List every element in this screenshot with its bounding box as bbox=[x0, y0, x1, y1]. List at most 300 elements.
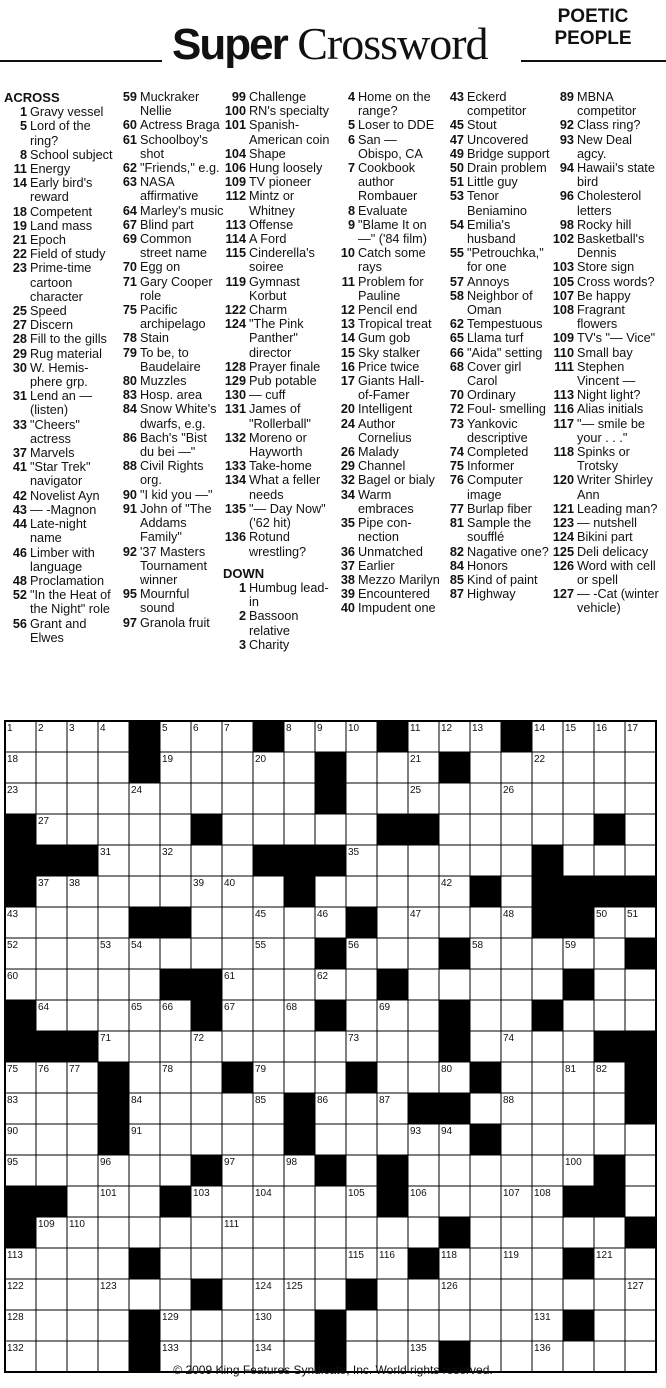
answer-cell[interactable] bbox=[625, 814, 656, 845]
answer-cell[interactable] bbox=[222, 752, 253, 783]
cell-number: 56 bbox=[348, 940, 360, 951]
answer-cell[interactable] bbox=[160, 938, 191, 969]
answer-cell[interactable] bbox=[36, 783, 67, 814]
answer-cell[interactable] bbox=[501, 1124, 532, 1155]
black-square bbox=[191, 1279, 222, 1310]
clue-number: 28 bbox=[12, 332, 27, 347]
across-clue bbox=[4, 418, 114, 446]
answer-cell[interactable] bbox=[315, 1279, 346, 1310]
cell-number: 98 bbox=[286, 1157, 298, 1168]
answer-cell[interactable] bbox=[160, 814, 191, 845]
answer-cell[interactable] bbox=[470, 1186, 501, 1217]
answer-cell[interactable] bbox=[470, 907, 501, 938]
answer-cell[interactable] bbox=[377, 845, 408, 876]
answer-cell[interactable] bbox=[253, 1217, 284, 1248]
answer-cell[interactable] bbox=[98, 907, 129, 938]
answer-cell[interactable] bbox=[67, 1093, 98, 1124]
clue-number: 102 bbox=[552, 232, 574, 247]
answer-cell[interactable] bbox=[439, 1310, 470, 1341]
answer-cell[interactable] bbox=[253, 814, 284, 845]
answer-cell[interactable] bbox=[160, 1279, 191, 1310]
answer-cell[interactable] bbox=[501, 1310, 532, 1341]
answer-cell[interactable] bbox=[98, 1217, 129, 1248]
answer-cell[interactable] bbox=[284, 969, 315, 1000]
answer-cell[interactable] bbox=[346, 814, 377, 845]
cell-number: 90 bbox=[7, 1126, 19, 1137]
answer-cell[interactable] bbox=[129, 814, 160, 845]
answer-cell[interactable] bbox=[377, 1031, 408, 1062]
answer-cell[interactable] bbox=[284, 1062, 315, 1093]
answer-cell[interactable] bbox=[439, 845, 470, 876]
across-clue bbox=[223, 246, 333, 274]
answer-cell[interactable] bbox=[594, 752, 625, 783]
answer-cell[interactable] bbox=[625, 969, 656, 1000]
answer-cell[interactable] bbox=[377, 938, 408, 969]
answer-cell[interactable] bbox=[532, 938, 563, 969]
answer-cell[interactable] bbox=[470, 969, 501, 1000]
answer-cell[interactable] bbox=[501, 969, 532, 1000]
answer-cell[interactable] bbox=[346, 1155, 377, 1186]
answer-cell[interactable] bbox=[501, 1217, 532, 1248]
clue-number: 16 bbox=[340, 359, 355, 374]
answer-cell[interactable] bbox=[160, 876, 191, 907]
answer-cell[interactable] bbox=[98, 1248, 129, 1279]
black-square bbox=[315, 938, 346, 969]
answer-cell[interactable] bbox=[346, 783, 377, 814]
answer-cell[interactable] bbox=[625, 845, 656, 876]
answer-cell[interactable] bbox=[315, 1248, 346, 1279]
answer-cell[interactable] bbox=[501, 814, 532, 845]
answer-cell[interactable] bbox=[501, 1000, 532, 1031]
answer-cell[interactable] bbox=[377, 1217, 408, 1248]
answer-cell[interactable] bbox=[36, 969, 67, 1000]
answer-cell[interactable] bbox=[67, 1000, 98, 1031]
black-square bbox=[377, 1186, 408, 1217]
answer-cell[interactable] bbox=[98, 814, 129, 845]
clue-text: Bagel or bialy bbox=[358, 473, 435, 488]
clue-text: Spinks or Trotsky bbox=[577, 445, 630, 474]
answer-cell[interactable] bbox=[532, 1279, 563, 1310]
answer-cell[interactable] bbox=[470, 1000, 501, 1031]
answer-cell[interactable] bbox=[470, 752, 501, 783]
cell-number: 23 bbox=[7, 785, 19, 796]
answer-cell[interactable] bbox=[67, 814, 98, 845]
cell-number: 3 bbox=[69, 723, 75, 734]
answer-cell[interactable] bbox=[470, 1217, 501, 1248]
down-clue bbox=[441, 317, 551, 331]
answer-cell[interactable] bbox=[253, 876, 284, 907]
down-clue bbox=[441, 459, 551, 473]
answer-cell[interactable] bbox=[377, 907, 408, 938]
answer-cell[interactable] bbox=[532, 1217, 563, 1248]
answer-cell[interactable] bbox=[377, 1062, 408, 1093]
answer-cell[interactable] bbox=[284, 1310, 315, 1341]
answer-cell[interactable] bbox=[129, 1155, 160, 1186]
answer-cell[interactable] bbox=[284, 783, 315, 814]
answer-cell[interactable] bbox=[625, 1186, 656, 1217]
answer-cell[interactable] bbox=[160, 1248, 191, 1279]
answer-cell[interactable] bbox=[501, 752, 532, 783]
clue-number: 124 bbox=[552, 530, 574, 545]
answer-cell[interactable] bbox=[191, 845, 222, 876]
answer-cell[interactable] bbox=[222, 814, 253, 845]
answer-cell[interactable] bbox=[594, 1093, 625, 1124]
answer-cell[interactable] bbox=[532, 783, 563, 814]
answer-cell[interactable] bbox=[36, 752, 67, 783]
answer-cell[interactable] bbox=[284, 1031, 315, 1062]
cell-number: 107 bbox=[503, 1188, 520, 1199]
answer-cell[interactable] bbox=[563, 1093, 594, 1124]
down-clue bbox=[332, 90, 442, 118]
answer-cell[interactable] bbox=[191, 1248, 222, 1279]
answer-cell[interactable] bbox=[408, 876, 439, 907]
answer-cell[interactable] bbox=[625, 752, 656, 783]
answer-cell[interactable] bbox=[191, 752, 222, 783]
answer-cell[interactable] bbox=[191, 907, 222, 938]
cell-number: 88 bbox=[503, 1095, 515, 1106]
answer-cell[interactable] bbox=[594, 1217, 625, 1248]
answer-cell[interactable] bbox=[439, 814, 470, 845]
across-clue bbox=[223, 317, 333, 360]
answer-cell[interactable] bbox=[594, 1124, 625, 1155]
answer-cell[interactable] bbox=[346, 1093, 377, 1124]
answer-cell[interactable] bbox=[284, 752, 315, 783]
answer-cell[interactable] bbox=[160, 783, 191, 814]
answer-cell[interactable] bbox=[315, 1062, 346, 1093]
answer-cell[interactable] bbox=[346, 752, 377, 783]
answer-cell[interactable] bbox=[67, 938, 98, 969]
across-clue bbox=[114, 346, 224, 374]
across-clue bbox=[4, 517, 114, 545]
answer-cell[interactable] bbox=[470, 1310, 501, 1341]
answer-cell[interactable] bbox=[315, 1031, 346, 1062]
answer-cell[interactable] bbox=[284, 938, 315, 969]
answer-cell[interactable] bbox=[625, 1155, 656, 1186]
answer-cell[interactable] bbox=[284, 1217, 315, 1248]
answer-cell[interactable] bbox=[315, 876, 346, 907]
answer-cell[interactable] bbox=[129, 1186, 160, 1217]
answer-cell[interactable] bbox=[222, 1093, 253, 1124]
answer-cell[interactable] bbox=[408, 845, 439, 876]
answer-cell[interactable] bbox=[594, 783, 625, 814]
answer-cell[interactable] bbox=[532, 1093, 563, 1124]
answer-cell[interactable] bbox=[36, 1310, 67, 1341]
answer-cell[interactable] bbox=[222, 907, 253, 938]
answer-cell[interactable] bbox=[253, 1124, 284, 1155]
across-clue bbox=[223, 473, 333, 501]
clue-text: Leading man? bbox=[577, 501, 658, 516]
answer-cell[interactable] bbox=[284, 1248, 315, 1279]
answer-cell[interactable] bbox=[346, 1310, 377, 1341]
answer-cell[interactable] bbox=[594, 1310, 625, 1341]
clue-number: 30 bbox=[12, 360, 27, 375]
answer-cell[interactable] bbox=[98, 969, 129, 1000]
clue-number: 36 bbox=[340, 544, 355, 559]
clue-number: 14 bbox=[340, 331, 355, 346]
answer-cell[interactable] bbox=[470, 1248, 501, 1279]
answer-cell[interactable] bbox=[625, 783, 656, 814]
black-square bbox=[594, 814, 625, 845]
answer-cell[interactable] bbox=[470, 845, 501, 876]
answer-cell[interactable] bbox=[408, 1279, 439, 1310]
answer-cell[interactable] bbox=[377, 1279, 408, 1310]
answer-cell[interactable] bbox=[284, 1186, 315, 1217]
answer-cell[interactable] bbox=[439, 907, 470, 938]
answer-cell[interactable] bbox=[439, 1155, 470, 1186]
answer-cell[interactable] bbox=[439, 969, 470, 1000]
answer-cell[interactable] bbox=[346, 969, 377, 1000]
answer-cell[interactable] bbox=[315, 814, 346, 845]
answer-cell[interactable] bbox=[501, 938, 532, 969]
clue-text: Limber with language bbox=[30, 545, 95, 574]
down-clue bbox=[441, 175, 551, 189]
answer-cell[interactable] bbox=[222, 1031, 253, 1062]
clue-text: Moreno or Hayworth bbox=[249, 430, 307, 460]
answer-cell[interactable] bbox=[532, 1248, 563, 1279]
answer-cell[interactable] bbox=[253, 1000, 284, 1031]
black-square bbox=[5, 1000, 36, 1031]
answer-cell[interactable] bbox=[563, 1124, 594, 1155]
cell-number: 38 bbox=[69, 878, 81, 889]
answer-cell[interactable] bbox=[563, 1000, 594, 1031]
answer-cell[interactable] bbox=[532, 1062, 563, 1093]
answer-cell[interactable] bbox=[470, 1279, 501, 1310]
clue-number: 113 bbox=[553, 388, 574, 403]
answer-cell[interactable] bbox=[377, 1124, 408, 1155]
answer-cell[interactable] bbox=[563, 783, 594, 814]
answer-cell[interactable] bbox=[315, 1124, 346, 1155]
answer-cell[interactable] bbox=[408, 938, 439, 969]
answer-cell[interactable] bbox=[253, 1248, 284, 1279]
black-square bbox=[315, 845, 346, 876]
down-clue bbox=[332, 346, 442, 360]
answer-cell[interactable] bbox=[532, 1155, 563, 1186]
answer-cell[interactable] bbox=[501, 1155, 532, 1186]
answer-cell[interactable] bbox=[67, 907, 98, 938]
answer-cell[interactable] bbox=[408, 1031, 439, 1062]
answer-cell[interactable] bbox=[563, 845, 594, 876]
answer-cell[interactable] bbox=[191, 1217, 222, 1248]
answer-cell[interactable] bbox=[36, 938, 67, 969]
answer-cell[interactable] bbox=[377, 1310, 408, 1341]
answer-cell[interactable] bbox=[67, 783, 98, 814]
clue-number: 9 bbox=[347, 217, 355, 232]
clue-number: 92 bbox=[122, 544, 137, 559]
clue-text: "I kid you —" bbox=[140, 487, 213, 502]
header-rule-left bbox=[0, 60, 162, 62]
answer-cell[interactable] bbox=[67, 1124, 98, 1155]
answer-cell[interactable] bbox=[594, 1000, 625, 1031]
answer-cell[interactable] bbox=[377, 876, 408, 907]
answer-cell[interactable] bbox=[160, 1093, 191, 1124]
cell-number: 119 bbox=[503, 1250, 519, 1261]
answer-cell[interactable] bbox=[408, 1155, 439, 1186]
answer-cell[interactable] bbox=[67, 969, 98, 1000]
clue-text: "In the Heat of the Night" role bbox=[30, 588, 111, 617]
black-square bbox=[160, 1186, 191, 1217]
answer-cell[interactable] bbox=[160, 1124, 191, 1155]
answer-cell[interactable] bbox=[67, 1155, 98, 1186]
answer-cell[interactable] bbox=[532, 814, 563, 845]
answer-cell[interactable] bbox=[377, 783, 408, 814]
answer-cell[interactable] bbox=[439, 1186, 470, 1217]
clue-text: Stephen Vincent — bbox=[577, 359, 636, 389]
clue-number: 1 bbox=[19, 105, 27, 120]
answer-cell[interactable] bbox=[67, 1248, 98, 1279]
answer-cell[interactable] bbox=[408, 1217, 439, 1248]
answer-cell[interactable] bbox=[222, 1124, 253, 1155]
down-clue bbox=[332, 218, 442, 246]
answer-cell[interactable] bbox=[625, 1310, 656, 1341]
clue-number: 87 bbox=[449, 587, 464, 602]
answer-cell[interactable] bbox=[501, 876, 532, 907]
answer-cell[interactable] bbox=[67, 1310, 98, 1341]
answer-cell[interactable] bbox=[129, 1062, 160, 1093]
answer-cell[interactable] bbox=[36, 1093, 67, 1124]
answer-cell[interactable] bbox=[253, 783, 284, 814]
black-square bbox=[408, 814, 439, 845]
answer-cell[interactable] bbox=[377, 752, 408, 783]
across-clue bbox=[223, 502, 333, 530]
answer-cell[interactable] bbox=[346, 876, 377, 907]
answer-cell[interactable] bbox=[98, 876, 129, 907]
answer-cell[interactable] bbox=[470, 783, 501, 814]
black-square bbox=[129, 1310, 160, 1341]
answer-cell[interactable] bbox=[470, 1093, 501, 1124]
answer-cell[interactable] bbox=[625, 1248, 656, 1279]
answer-cell[interactable] bbox=[36, 1248, 67, 1279]
clue-text: What a feller needs bbox=[249, 473, 321, 502]
answer-cell[interactable] bbox=[501, 1062, 532, 1093]
across-heading: ACROSS bbox=[4, 90, 60, 105]
answer-cell[interactable] bbox=[191, 1062, 222, 1093]
answer-cell[interactable] bbox=[408, 1000, 439, 1031]
answer-cell[interactable] bbox=[191, 783, 222, 814]
answer-cell[interactable] bbox=[160, 1031, 191, 1062]
answer-cell[interactable] bbox=[222, 783, 253, 814]
answer-cell[interactable] bbox=[129, 969, 160, 1000]
answer-cell[interactable] bbox=[191, 938, 222, 969]
answer-cell[interactable] bbox=[625, 1000, 656, 1031]
answer-cell[interactable] bbox=[222, 1310, 253, 1341]
down-heading: DOWN bbox=[223, 565, 265, 581]
answer-cell[interactable] bbox=[67, 752, 98, 783]
clue-number: 95 bbox=[122, 587, 137, 602]
down-clue bbox=[441, 545, 551, 559]
answer-cell[interactable] bbox=[408, 969, 439, 1000]
answer-cell[interactable] bbox=[470, 814, 501, 845]
clue-text: "The Pink Panther" director bbox=[249, 317, 304, 360]
across-clue bbox=[4, 219, 114, 233]
answer-cell[interactable] bbox=[98, 783, 129, 814]
across-clue bbox=[4, 261, 114, 304]
answer-cell[interactable] bbox=[191, 1093, 222, 1124]
answer-cell[interactable] bbox=[563, 1031, 594, 1062]
answer-cell[interactable] bbox=[98, 1310, 129, 1341]
answer-cell[interactable] bbox=[501, 1279, 532, 1310]
clue-number: 2 bbox=[238, 609, 246, 624]
answer-cell[interactable] bbox=[253, 969, 284, 1000]
clue-text: "— Day Now" ('62 hit) bbox=[249, 501, 326, 531]
answer-cell[interactable] bbox=[284, 814, 315, 845]
answer-cell[interactable] bbox=[470, 1155, 501, 1186]
answer-cell[interactable] bbox=[191, 1124, 222, 1155]
cell-number: 13 bbox=[472, 723, 484, 734]
answer-cell[interactable] bbox=[625, 1124, 656, 1155]
cell-number: 42 bbox=[441, 878, 453, 889]
answer-cell[interactable] bbox=[36, 1124, 67, 1155]
clue-number: 119 bbox=[225, 274, 246, 289]
clue-number: 60 bbox=[122, 118, 137, 133]
answer-cell[interactable] bbox=[222, 845, 253, 876]
answer-cell[interactable] bbox=[501, 845, 532, 876]
answer-cell[interactable] bbox=[563, 752, 594, 783]
answer-cell[interactable] bbox=[253, 1155, 284, 1186]
answer-cell[interactable] bbox=[222, 938, 253, 969]
answer-cell[interactable] bbox=[532, 1031, 563, 1062]
answer-cell[interactable] bbox=[36, 1279, 67, 1310]
clue-text: Bach's "Bist du bei —" bbox=[140, 430, 207, 460]
clue-number: 103 bbox=[552, 260, 574, 275]
answer-cell[interactable] bbox=[222, 1279, 253, 1310]
answer-cell[interactable] bbox=[594, 1279, 625, 1310]
answer-cell[interactable] bbox=[346, 1000, 377, 1031]
answer-cell[interactable] bbox=[36, 1155, 67, 1186]
answer-cell[interactable] bbox=[315, 1186, 346, 1217]
clue-number: 96 bbox=[559, 189, 574, 204]
answer-cell[interactable] bbox=[594, 969, 625, 1000]
answer-cell[interactable] bbox=[563, 1217, 594, 1248]
cell-number: 54 bbox=[131, 940, 143, 951]
answer-cell[interactable] bbox=[408, 1310, 439, 1341]
clue-text: Mournful sound bbox=[140, 587, 190, 616]
answer-cell[interactable] bbox=[67, 1186, 98, 1217]
answer-cell[interactable] bbox=[470, 1031, 501, 1062]
answer-cell[interactable] bbox=[563, 814, 594, 845]
answer-cell[interactable] bbox=[191, 1310, 222, 1341]
answer-cell[interactable] bbox=[253, 1031, 284, 1062]
clue-text: Field of study bbox=[30, 247, 106, 262]
answer-cell[interactable] bbox=[439, 783, 470, 814]
answer-cell[interactable] bbox=[346, 1124, 377, 1155]
answer-cell[interactable] bbox=[532, 1124, 563, 1155]
answer-cell[interactable] bbox=[98, 1000, 129, 1031]
black-square bbox=[98, 1062, 129, 1093]
answer-cell[interactable] bbox=[563, 1279, 594, 1310]
answer-cell[interactable] bbox=[160, 1155, 191, 1186]
answer-cell[interactable] bbox=[408, 1062, 439, 1093]
answer-cell[interactable] bbox=[129, 1279, 160, 1310]
answer-cell[interactable] bbox=[346, 1217, 377, 1248]
answer-cell[interactable] bbox=[222, 1248, 253, 1279]
answer-cell[interactable] bbox=[129, 876, 160, 907]
clue-number: 52 bbox=[12, 588, 27, 603]
answer-cell[interactable] bbox=[98, 752, 129, 783]
answer-cell[interactable] bbox=[594, 845, 625, 876]
answer-cell[interactable] bbox=[315, 1217, 346, 1248]
clue-text: Civil Rights org. bbox=[140, 459, 204, 488]
answer-cell[interactable] bbox=[129, 1031, 160, 1062]
answer-cell[interactable] bbox=[129, 845, 160, 876]
answer-cell[interactable] bbox=[160, 1217, 191, 1248]
answer-cell[interactable] bbox=[222, 1186, 253, 1217]
answer-cell[interactable] bbox=[284, 907, 315, 938]
answer-cell[interactable] bbox=[129, 1217, 160, 1248]
answer-cell[interactable] bbox=[594, 938, 625, 969]
answer-cell[interactable] bbox=[532, 969, 563, 1000]
answer-cell[interactable] bbox=[67, 1279, 98, 1310]
answer-cell[interactable] bbox=[36, 907, 67, 938]
